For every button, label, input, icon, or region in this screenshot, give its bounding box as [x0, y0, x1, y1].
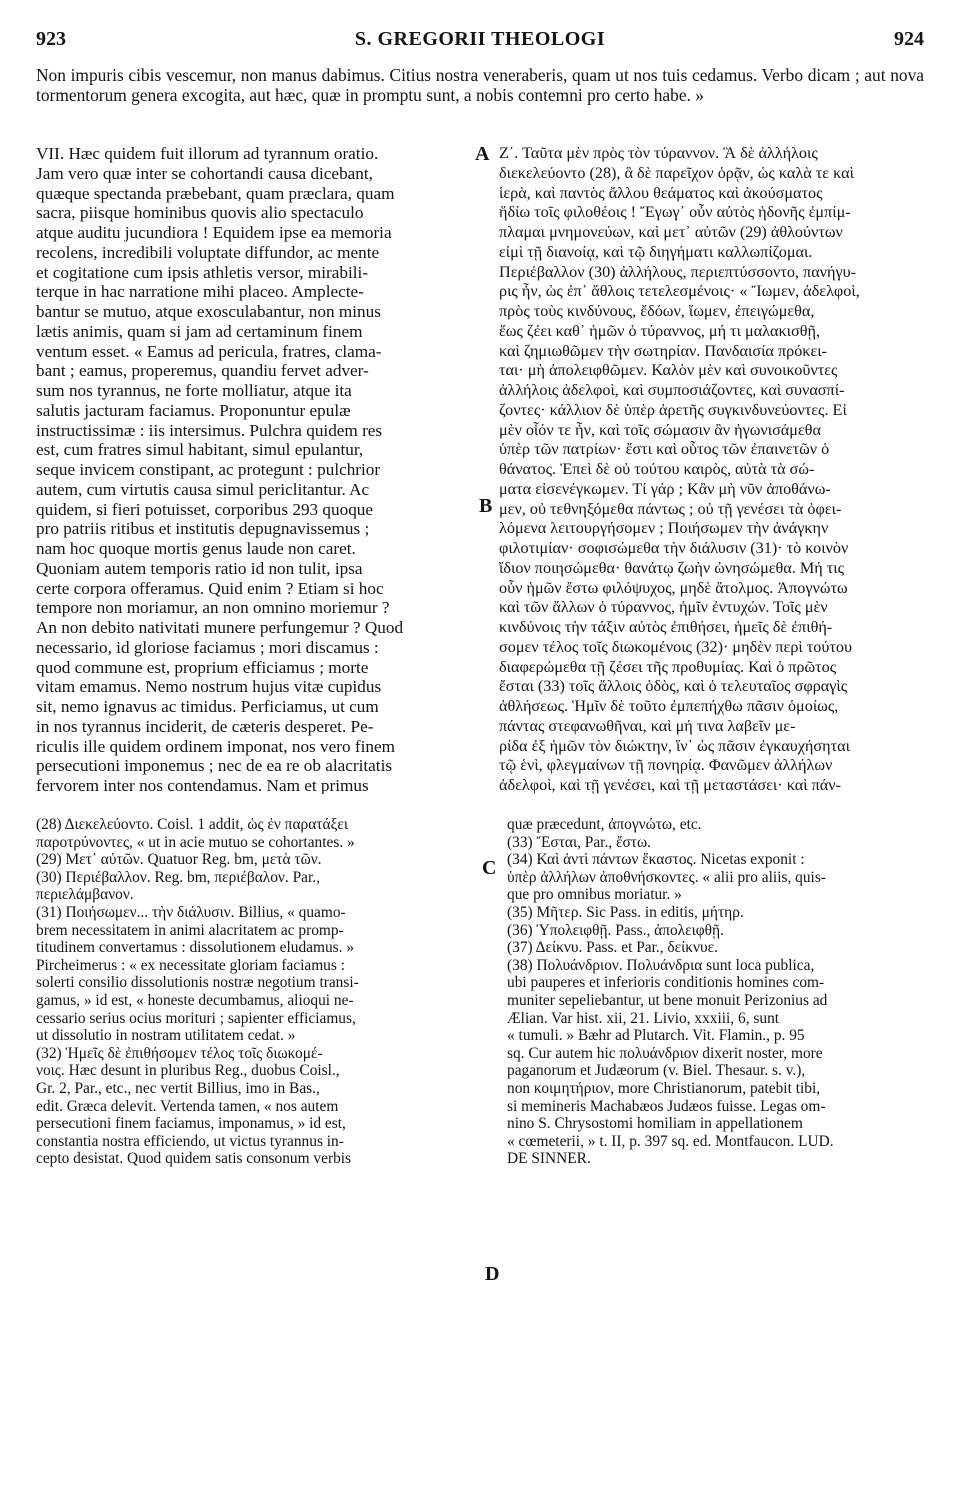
page-number-right: 924 — [894, 28, 924, 50]
greek-text-line: ματα εἰσενέγκωμεν. Τί γάρ ; Κἂν μὴ νῦν ἀποθάνω- — [499, 479, 831, 498]
footnote-line: Pircheimerus : « ex necessitate gloriam faciamus : — [36, 956, 345, 974]
greek-text-line: μεν, οὐ τεθνηξόμεθα πάντως ; οὐ τῇ γενέσει τὰ ὀφει- — [499, 499, 842, 518]
greek-text-line: ἕως ζέει καθ᾽ ἡμῶν ὁ τύραννος, μή τι μαλακισθῇ, — [499, 321, 821, 340]
latin-text-line: Quoniam autem temporis ratio id non tulit, ipsa — [36, 558, 363, 578]
latin-text-line: ventum esset. « Eamus ad pericula, fratres, clama- — [36, 341, 382, 361]
latin-text-line: quod commune est, proprium efficiamus ; morte — [36, 657, 369, 677]
latin-text-line: necessario, id gloriose faciamus ; mori discamus : — [36, 637, 379, 657]
greek-text-line: διαφερώμεθα τῇ ζέσει τῆς προθυμίας. Καὶ ὁ πρῶτος — [499, 657, 837, 676]
intro-paragraph: Non impuris cibis vescemur, non manus dabimus. Citius nostra veneraberis, quam ut nos tuis cedamus. Verbo dicam ; aut nova tormentorum genera excogita, aut hæc, quæ in promptu sunt, a nobis contemni pro certo habe. » — [36, 65, 924, 105]
greek-text-line: ἀθλήσεως. Ἡμῖν δὲ τοῦτο ἐμπεπήχθω πᾶσιν ὁμοίως, — [499, 697, 839, 715]
latin-text-line: sacra, piisque hominibus quovis alio spectaculo — [36, 203, 364, 223]
footnote-line: (31) Ποιήσωμεν... τὴν διάλυσιν. Billius, « quamo- — [36, 903, 346, 921]
footnote-line: περιελάμβανον. — [36, 886, 134, 904]
latin-text-line: pro patriis ritibus et institutis depugnavissemus ; — [36, 519, 370, 539]
greek-text-line: πρὸς τοὺς κινδύνους, ἔδόων, ἴωμεν, ἐπειγώμεθα, — [499, 302, 815, 320]
footnote-line: « tumuli. » Bæhr ad Plutarch. Vit. Flamin., p. 95 — [507, 1027, 805, 1045]
greek-text-line: λόμενα λειτουργήσομεν ; Ποιήσωμεν τὴν ἀνάγκην — [499, 519, 829, 538]
footnote-line: (29) Μετ᾽ αὐτῶν. Quatuor Reg. bm, μετὰ τῶν. — [36, 851, 322, 869]
margin-letter-b: B — [479, 495, 493, 517]
footnote-line: ut dissolutio in nostram utilitatem cedat. » — [36, 1027, 296, 1045]
footnote-line: muniter sepeliebantur, ut bene monuit Perizonius ad — [507, 991, 828, 1009]
latin-text-line: recolens, incredibili voluptate diffundor, ac mente — [36, 242, 380, 262]
page-number-left: 923 — [36, 28, 66, 50]
latin-text-line: Jam vero quæ inter se cohortandi causa dicebant, — [36, 163, 373, 183]
latin-text-line: An non debito nativitati munere perfungemur ? Quod — [36, 618, 404, 637]
footnote-line: cepto desistat. Quod quidem satis consonum verbis — [36, 1150, 352, 1168]
latin-text-line: nam hoc quoque mortis genus laude non caret. — [36, 539, 356, 558]
footnote-line: (28) Διεκελεύοντο. Coisl. 1 addit, ὡς ἐν παρατάξει — [36, 816, 348, 833]
greek-text-line: ζοντες· κάλλιον δὲ ὑπὲρ ἀρετῆς συγκινδυνεύοντες. Εἰ — [499, 400, 847, 419]
footnote-line: sq. Cur autem hic πολυάνδριον dixerit noster, more — [507, 1044, 823, 1062]
latin-text-line: seque invicem constipant, ac protegunt : pulchrior — [36, 460, 381, 479]
latin-text-line: vitam emamus. Nemo nostrum hujus vitæ cupidus — [36, 677, 382, 697]
margin-letter-a: A — [475, 143, 490, 165]
latin-text-line: in nos tyrannus inciderit, de cæteris desperet. Pe- — [36, 716, 374, 736]
margin-letter-c: C — [482, 857, 497, 879]
footnote-line: brem necessitatem in animi alacritatem ac promp- — [36, 921, 344, 939]
greek-text-line: ἀλλήλοις ἀδελφοὶ, καὶ συμποσιάζοντες, καὶ συνασπί- — [499, 381, 845, 399]
footnote-line: (30) Περιέβαλλον. Reg. bm, περιέβαλον. Par., — [36, 868, 320, 886]
greek-text-line: σομεν τέλος τοῖς διωκομένοις (32)· μηδὲν περὶ τούτου — [499, 637, 853, 656]
footnote-line: (37) Δείκνυ. Pass. et Par., δείκνυε. — [507, 939, 718, 957]
greek-text-line: τῷ ἑνὶ, φλεγμαίνων τῇ πονηρίᾳ. Φανῶμεν ἀλλήλων — [499, 756, 833, 775]
greek-text-line: κινδύνοις τὴν τάξιν αὐτὸς ἐπιθήσει, ἡμεῖς δὲ ἐπιθή- — [499, 618, 833, 636]
footnote-line: quæ præcedunt, ἀπογνώτω, etc. — [507, 816, 702, 833]
greek-text-line: ρις ἦν, ὡς ἐπ᾽ ἄθλοις τετελεσμένοις· « Ἴωμεν, ἀδελφοὶ, — [499, 282, 860, 301]
running-title: S. GREGORII THEOLOGI — [354, 28, 606, 50]
latin-text-line: salutis jacturam faciamus. Proponuntur epulæ — [36, 400, 351, 420]
greek-text-line: θάνατος. Ἐπεὶ δὲ οὐ τούτου καιρὸς, αὐτὰ τὰ σώ- — [499, 460, 815, 478]
latin-text-line: quidem, si fieri potuisset, corporibus 293 quoque — [36, 499, 374, 519]
latin-text-line: atque auditu jucundiora ! Equidem ipse ea memoria — [36, 223, 392, 242]
greek-text-line: ἴδιον ποιησώμεθα· θανάτῳ ζωὴν ὠνησώμεθα. Μή τις — [499, 558, 845, 577]
greek-text-line: πλαμαι μνημονεύων, καὶ μετ᾽ αὐτῶν (29) ἀθλούντων — [499, 223, 843, 241]
footnote-line: ὑπὲρ ἀλλήλων ἀποθνήσκοντες. « alii pro aliis, quis- — [507, 868, 826, 886]
latin-text-line: sit, nemo ignavus ac timidus. Perficiamus, ut cum — [36, 697, 379, 716]
margin-letter-d: D — [485, 1263, 500, 1285]
greek-text-line: ρίδα ἐξ ἡμῶν τὸν διώκτην, ἵν᾽ ὡς πᾶσιν ἐγκαυχήσηται — [499, 736, 850, 755]
latin-text-line: certe corpora offeramus. Quid enim ? Etiam si hoc — [36, 578, 384, 598]
footnote-line: DE SINNER. — [507, 1150, 591, 1168]
greek-text-line: ὑπὲρ τῶν πατρίων· ἔστι καὶ οὗτος τῶν ἐπαινετῶν ὁ — [499, 440, 830, 459]
greek-text-line: Περιέβαλλον (30) ἀλλήλους, περιεπτύσσοντο, πανήγυ- — [499, 262, 857, 281]
greek-text-line: ται· μὴ ἀπολειφθῶμεν. Καλὸν μὲν καὶ συνοικοῦντες — [499, 361, 838, 380]
footnote-line: cessario serius ocius morituri ; sapienter efficiamus, — [36, 1009, 356, 1027]
latin-text-line: sum nos tyrannus, ne forte molliatur, atque ita — [36, 381, 352, 400]
greek-text-line: εἰμὶ τῇ διανοίᾳ, καὶ τῷ διηγήματι καλλωπίζομαι. — [499, 242, 813, 261]
latin-text-line: et cogitatione cum ipsis athletis versor, mirabili- — [36, 262, 369, 282]
footnote-line: ubi pauperes et inferioris conditionis homines com- — [507, 974, 825, 992]
footnote-line: Ælian. Var hist. xii, 21. Livio, xxxiii, 6, sunt — [507, 1009, 780, 1027]
latin-column — [36, 144, 478, 794]
footnotes-left — [36, 816, 482, 1466]
latin-text-line: autem, cum virtutis causa simul periclitantur. Ac — [36, 479, 370, 499]
greek-text-line: καὶ ζημιωθῶμεν τὴν σωτηρίαν. Πανδαισία πρόκει- — [499, 341, 827, 360]
footnote-line: (36) Ὑπολειφθῇ. Pass., ἀπολειφθῇ. — [507, 921, 724, 939]
footnote-line: « cœmeterii, » t. II, p. 397 sq. ed. Montfaucon. LUD. — [507, 1132, 834, 1150]
footnote-line: νοις. Hæc desunt in pluribus Reg., duobus Coisl., — [36, 1062, 340, 1080]
latin-text-line: bant ; eamus, properemus, quandiu fervet adver- — [36, 361, 369, 381]
latin-text-line: riculis ille quidem ordinem imponat, nos vero finem — [36, 736, 395, 756]
latin-text-line: tempore non moriamur, an non omnino moriemur ? — [36, 598, 390, 618]
footnote-line: paganorum et Judæorum (v. Biel. Thesaur. s. v.), — [507, 1062, 806, 1080]
footnote-line: Gr. 2, Par., etc., nec vertit Billius, imo in Bas., — [36, 1079, 320, 1097]
footnote-line: edit. Græca delevit. Vertenda tamen, « nos autem — [36, 1097, 339, 1115]
footnote-line: que pro omnibus moriatur. » — [507, 886, 682, 904]
greek-column — [499, 144, 925, 794]
footnote-line: persecutioni finem faciamus, imponamus, » id est, — [36, 1115, 346, 1133]
footnote-line: non κοιμητήριον, more Christianorum, patebit tibi, — [507, 1079, 821, 1097]
greek-text-line: μὲν οἷόν τε ἦν, καὶ τοῖς σώμασιν ἂν ἠγωνισάμεθα — [499, 420, 821, 439]
greek-text-line: ἀδελφοὶ, καὶ τῇ γενέσει, καὶ τῇ μεταστάσει· καὶ πάν- — [499, 776, 841, 794]
greek-text-line: ἥδίω τοῖς φιλοθέοις ! Ἔγωγ᾽ οὖν αὐτὸς ἡδονῆς ἐμπίμ- — [499, 203, 851, 222]
footnote-line: (33) Ἔσται, Par., ἔστω. — [507, 833, 651, 851]
latin-text-line: instructissimæ : iis intersimus. Pulchra quidem res — [36, 420, 383, 440]
footnote-line: nino S. Chrysostomi homiliam in appellationem — [507, 1115, 803, 1133]
latin-text-line: bantur se mutuo, atque exosculabantur, non minus — [36, 302, 381, 321]
greek-text-line: φιλοτιμίαν· σοφισώμεθα τὴν διάλυσιν (31)· τὸ κοινὸν — [499, 539, 849, 557]
footnote-line: titudinem convertamus : dissolutionem eludamus. » — [36, 939, 355, 957]
latin-text-line: terque in hac narratione mihi placeo. Amplecte- — [36, 282, 364, 302]
latin-text-line: lætis animis, quam si jam ad certaminum finem — [36, 321, 363, 341]
footnote-line: constantia nostra efficiendo, ut victus tyrannus in- — [36, 1132, 344, 1150]
footnote-line: (34) Καὶ ἀντὶ πάντων ἕκαστος. Nicetas exponit : — [507, 851, 805, 869]
footnote-line: (32) Ἡμεῖς δὲ ἐπιθήσομεν τέλος τοῖς διωκομέ- — [36, 1044, 323, 1062]
greek-text-line: Ζ΄. Ταῦτα μὲν πρὸς τὸν τύραννον. Ἃ δὲ ἀλλήλοις — [499, 144, 818, 162]
footnote-line: si memineris Machabæos Judæos fuisse. Legas om- — [507, 1097, 826, 1115]
page-header — [36, 28, 924, 54]
greek-text-line: ἱερὰ, καὶ παντὸς ἄλλου θεάματος καὶ ἀκούσματος — [499, 183, 823, 202]
footnote-line: παροτρύνοντες, « ut in acie mutuo se cohortantes. » — [36, 833, 355, 851]
footnotes-right — [507, 816, 927, 1466]
greek-text-line: διεκελεύοντο (28), ἃ δὲ παρεῖχον ὁρᾷν, ὡς καλὰ τε καὶ — [499, 163, 854, 182]
latin-text-line: est, cum fratres simul habitant, simul epulantur, — [36, 440, 364, 460]
greek-text-line: ἔσται (33) τοῖς ἄλλοις ὁδὸς, καὶ ὁ τελευταῖος σφραγὶς — [499, 677, 848, 696]
latin-text-line: VII. Hæc quidem fuit illorum ad tyrannum oratio. — [36, 144, 379, 163]
latin-text-line: fervorem inter nos contendamus. Nam et primus — [36, 776, 369, 794]
latin-text-line: persecutioni imponemus ; nec de ea re ob alacritatis — [36, 756, 393, 776]
footnote-line: (38) Πολυάνδριον. Πολυάνδρια sunt loca publica, — [507, 956, 815, 974]
greek-text-line: πάντας στεφανωθῆναι, καὶ μή τινα λαβεῖν με- — [499, 716, 796, 735]
greek-text-line: οὖν ἡμῶν ἔστω φιλόψυχος, μηδὲ ἄτολμος. Ἀπογνώτω — [499, 578, 848, 597]
footnote-line: (35) Μῆτερ. Sic Pass. in editis, μήτηρ. — [507, 903, 744, 921]
latin-text-line: quæque spectanda præbebant, quam præclara, quam — [36, 183, 395, 203]
footnote-line: solerti consilio dissolutionis nostræ negotium transi- — [36, 974, 359, 992]
greek-text-line: καὶ τῶν ἄλλων ὁ τύραννος, ἡμῖν ἐντυχών. Τοῖς μὲν — [499, 598, 828, 617]
footnote-line: gamus, » id est, « honeste decumbamus, alioqui ne- — [36, 991, 354, 1009]
